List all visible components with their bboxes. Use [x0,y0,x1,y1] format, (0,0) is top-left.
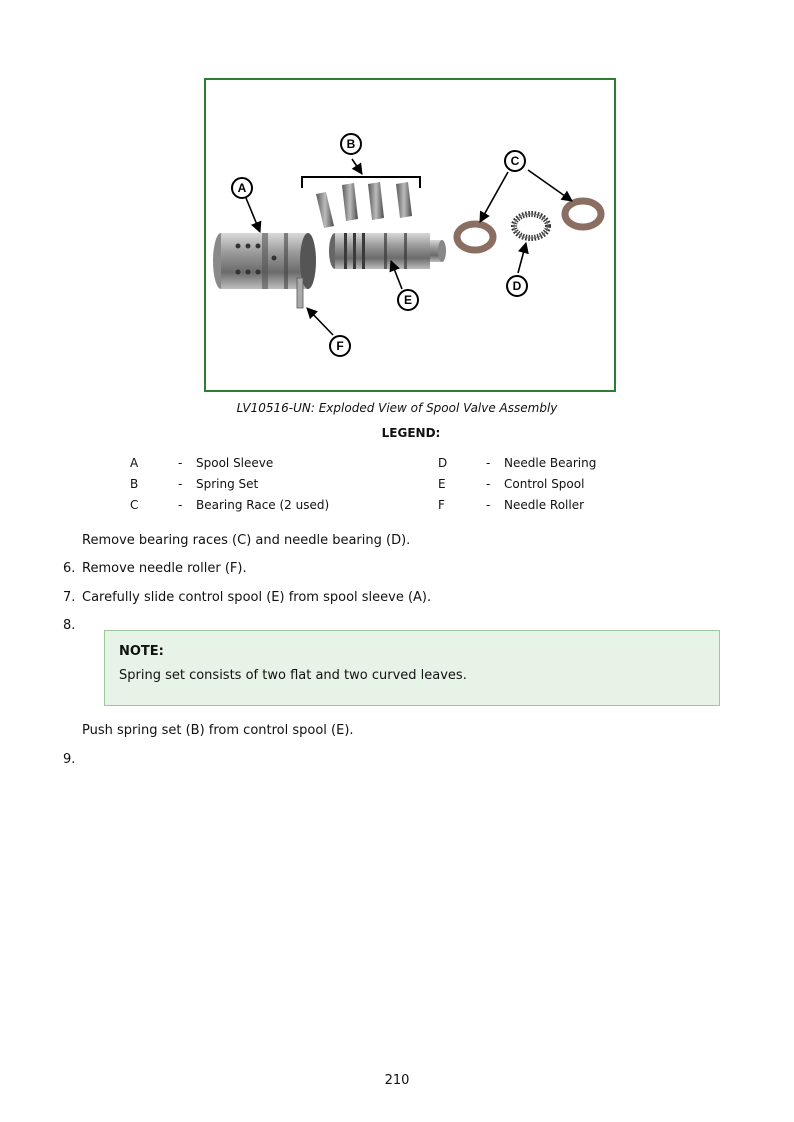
needle-roller-part [297,278,303,308]
legend-description: Bearing Race (2 used) [196,498,330,512]
step-7 [63,590,431,605]
step-number: 8. [63,618,76,633]
note-text: Spring set consists of two flat and two curved leaves. [119,668,467,683]
callout-a [232,178,252,198]
step-text: Remove needle roller (F). [82,561,247,576]
svg-text:E: E [403,293,413,307]
svg-text:D: D [512,279,522,293]
legend-description: Needle Roller [504,498,585,512]
svg-text:A: A [237,181,247,195]
legend-dash: - [486,477,491,491]
legend-dash: - [486,498,491,512]
page-number: 210 [384,1073,410,1088]
callout-e [398,290,418,310]
legend-dash: - [178,477,183,491]
figure-caption: LV10516-UN: Exploded View of Spool Valve Assembly [236,401,558,415]
legend-dash: - [486,456,491,470]
svg-text:F: F [336,339,344,353]
legend-letter: E [438,477,446,491]
spring-set-part [316,182,412,228]
legend-description: Spool Sleeve [196,456,274,470]
step-number: 9. [63,752,76,767]
bearing-race-right [565,201,601,227]
legend-title: LEGEND: [381,426,441,440]
callout-d [507,276,527,296]
step-number: 7. [63,590,76,605]
note-title: NOTE: [119,644,164,659]
legend-letter: A [130,456,139,470]
callout-b [341,134,361,154]
legend-dash: - [178,456,183,470]
step-number: 6. [63,561,76,576]
bearing-race-left [457,224,493,250]
step-6 [63,561,247,576]
legend-description: Needle Bearing [504,456,597,470]
legend-letter: C [130,498,139,512]
after-note-paragraph: Push spring set (B) from control spool (E). [82,723,354,738]
legend-description: Control Spool [504,477,585,491]
legend-dash: - [178,498,183,512]
figure-frame [204,78,616,392]
spool-valve-illustration [206,80,614,390]
svg-text:C: C [510,154,520,168]
legend-letter: F [438,498,445,512]
intro-paragraph: Remove bearing races (C) and needle bearing (D). [82,533,411,548]
control-spool-part [329,233,446,269]
svg-text:B: B [346,137,356,151]
legend-description: Spring Set [196,477,259,491]
step-9 [63,752,82,767]
note-box [104,630,720,706]
callout-c [505,151,525,171]
step-8 [63,618,82,633]
step-text: Carefully slide control spool (E) from spool sleeve (A). [82,590,432,605]
callout-f [330,336,350,356]
legend-letter: D [438,456,448,470]
legend-letter: B [130,477,139,491]
